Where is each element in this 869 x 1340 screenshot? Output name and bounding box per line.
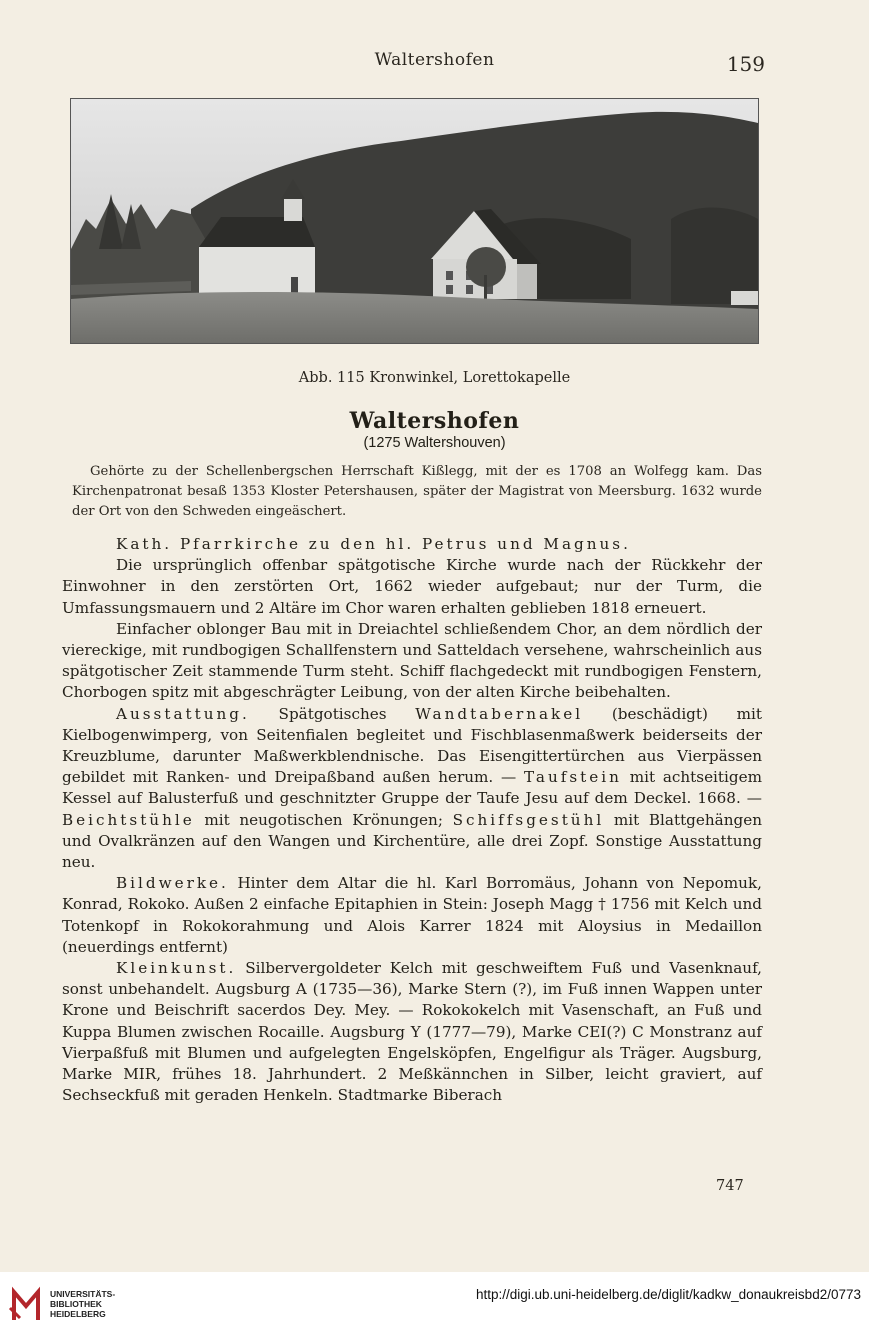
signature-mark: 747 (716, 1178, 744, 1194)
figure-photograph (70, 98, 759, 344)
paragraph-furnishing: Ausstattung. Spätgotisches Wandtabernakel (beschädigt) mit Kielbogenwimperg, von Seitenfialen begleitet und Fischblasenmaßwerk beiderseits der Kreuzblume, darunter Maßwerkblendnische. Das Eisengittertürchen aus Vierpässen gebildet mit Ranken- und Dreipaßband außen herum. — Taufstein mit achtseitigem Kessel auf Balusterfuß und geschnitzter Gruppe der Taufe Jesu auf dem Deckel. 1668. — Beichtstühle mit neugotischen Krönungen; Schiffsgestühl mit Blattgehängen und Ovalkränzen auf den Wangen und Kirchentüre, alle drei Zopf. Sonstige Ausstattung neu. (62, 704, 762, 872)
section-heading: Waltershofen (349, 408, 520, 434)
paragraph-minor-arts: Kleinkunst. Silbervergoldeter Kelch mit geschweiftem Fuß und Vasenknauf, sonst unbehandelt. Augsburg A (1735—36), Marke Stern (?), im Fuß innen Wappen unter Krone und Beischrift sacerdos Dey. Mey. — Rokokokelch mit Vasenschaft, an Fuß und Kuppa Blumen zwischen Rocaille. Augsburg Y (1777—79), Marke CEI(?) C Monstranz auf Vierpaßfuß mit Blumen und aufgelegten Engelsköpfen, Engelfigur als Träger. Augsburg, Marke MIR, frühes 18. Jahrhundert. 2 Meßkännchen in Silber, leicht graviert, auf Sechseckfuß mit geraden Henkeln. Stadtmarke Biberach (62, 959, 762, 1105)
paragraph-building: Einfacher oblonger Bau mit in Dreiachtel schließendem Chor, an dem nördlich der viereckige, mit rundbogigen Schallfenstern und Satteldach versehene, wahrscheinlich aus spätgotischer Zeit stammende Turm steht. Schiff flachgedeckt mit rundbogigen Fenstern, Chorbogen spitz mit abgeschrägter Leibung, von der alten Kirche beibehalten. (62, 619, 762, 702)
paragraph-history: Die ursprünglich offenbar spätgotische Kirche wurde nach der Rückkehr der Einwohner in den zerstörten Ort, 1662 wieder aufgebaut; nur der Turm, die Umfassungsmauern und 2 Altäre im Chor waren erhalten geblieben 1818 erneuert. (62, 556, 762, 617)
paragraph-sculptures: Bildwerke. Hinter dem Altar die hl. Karl Borromäus, Johann von Nepomuk, Konrad, Rokoko. Außen 2 einfache Epitaphien in Stein: Joseph Magg † 1756 mit Kelch und Totenkopf in Rokokorahmung und Alois Karrer 1824 mit Aloysius in Medaillon (neuerdings entfernt) (62, 874, 762, 956)
figure-caption: Abb. 115 Kronwinkel, Lorettokapelle (298, 370, 571, 386)
page-number: 159 (726, 52, 765, 76)
running-head: Waltershofen (374, 50, 495, 70)
heidelberg-library-logo-icon (8, 1284, 44, 1326)
section-subheading: (1275 Waltershouven) (363, 435, 506, 451)
source-url-link[interactable]: http://digi.ub.uni-heidelberg.de/diglit/kadkw_donaukreisbd2/0773 (475, 1287, 861, 1302)
digitization-footer (0, 1272, 869, 1340)
intro-paragraph: Gehörte zu der Schellenbergschen Herrschaft Kißlegg, mit der es 1708 an Wolfegg kam. Das Kirchenpatronat besaß 1353 Kloster Petershausen, später der Magistrat von Meersburg. 1632 wurde der Ort von den Schweden eingeäschert. (72, 464, 762, 519)
church-title-line: Kath. Pfarrkirche zu den hl. Petrus und Magnus. (116, 535, 631, 553)
library-name: UNIVERSITÄTS- BIBLIOTHEK HEIDELBERG (50, 1289, 116, 1319)
body-text (62, 534, 762, 1106)
chapel-landscape-image (71, 99, 758, 343)
